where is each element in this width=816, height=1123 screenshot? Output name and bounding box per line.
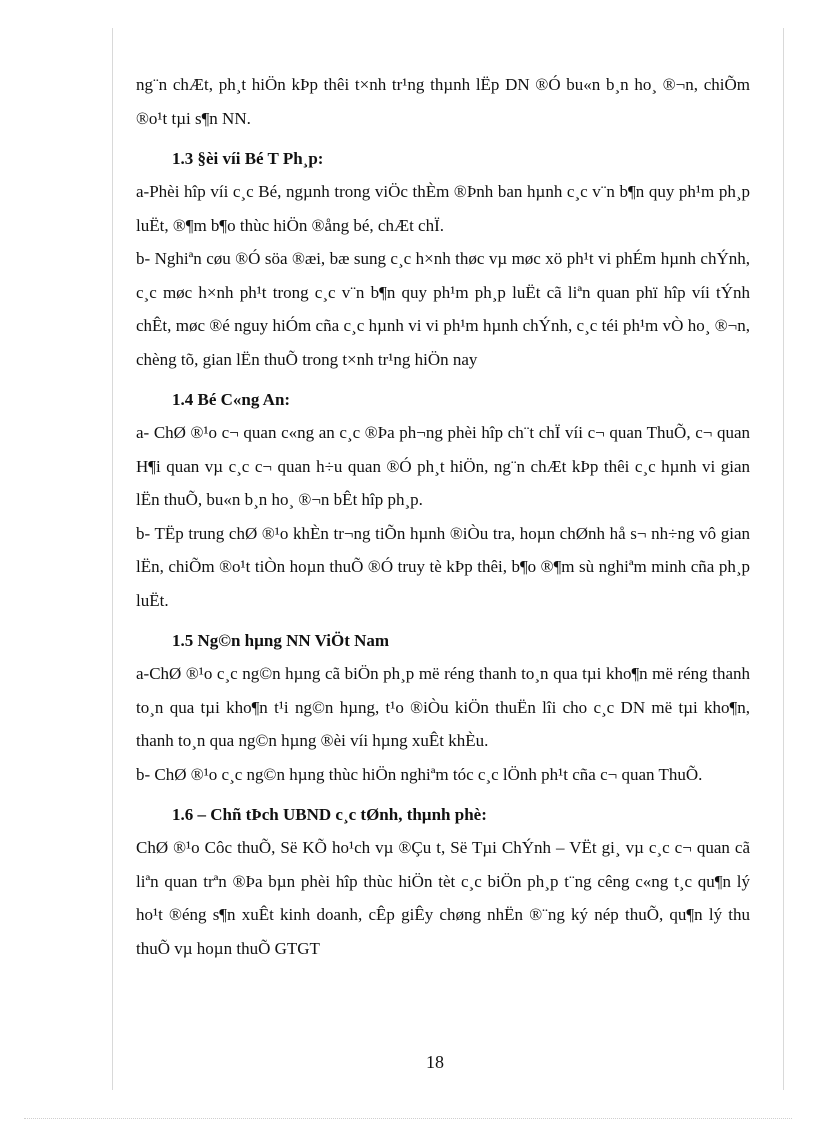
intro-paragraph: ng¨n chÆt, ph¸t hiÖn kÞp thêi t×nh tr¹ng thµnh lËp DN ®Ó bu«n b¸n ho¸ ®¬n, chiÕm ®o¹t tµi s¶n NN.: [136, 75, 750, 128]
section-heading: 1.6 – Chñ tÞch UBND c¸c tØnh, thµnh phè:: [172, 805, 487, 824]
section-item: a-Phèi hîp víi c¸c Bé, ngµnh trong viÖc thÈm ®Þnh ban hµnh c¸c v¨n b¶n quy ph¹m ph¸p luËt, ®¶m b¶o thùc hiÖn ®ång bé, chÆt chÏ.: [136, 182, 750, 235]
section-bo-tu-phap: [136, 143, 750, 376]
section-heading: 1.5 Ng©n hµng NN ViÖt Nam: [172, 631, 390, 650]
section-ngan-hang: [136, 625, 750, 791]
section-bo-cong-an: [136, 384, 750, 617]
section-item: a- ChØ ®¹o c¬ quan c«ng an c¸c ®Þa ph¬ng phèi hîp ch¨t chÏ víi c¬ quan ThuÕ, c¬ quan H¶i quan vµ c¸c c¬ quan h÷u quan ®Ó ph¸t hiÖn, ng¨n chÆt kÞp thêi c¸c hµnh vi gian lËn thuÕ, bu«n b¸n ho¸ ®¬n bÊt hîp ph¸p.: [136, 423, 750, 509]
section-item: ChØ ®¹o Côc thuÕ, Së KÕ ho¹ch vµ ®Çu t, Së Tµi ChÝnh – VËt gi¸ vµ c¸c c¬ quan cã liªn quan trªn ®Þa bµn phèi hîp thùc hiÖn tèt c¸c biÖn ph¸p t¨ng cêng c«ng t¸c qu¶n lý ho¹t ®éng s¶n xuÊt kinh doanh, cÊp giÊy chøng nhËn ®¨ng ký nép thuÕ, qu¶n lý thu thuÕ vµ hoµn thuÕ GTGT: [136, 838, 750, 958]
section-item: b- TËp trung chØ ®¹o khÈn tr¬ng tiÕn hµnh ®iÒu tra, hoµn chØnh hå s¬ nh÷ng vô gian lËn, chiÕm ®o¹t tiÒn hoµn thuÕ ®Ó truy tè kÞp thêi, b¶o ®¶m sù nghiªm minh cña ph¸p luËt.: [136, 523, 750, 610]
section-heading: 1.4 Bé C«ng An:: [172, 390, 291, 409]
section-ubnd: [136, 799, 750, 965]
section-item: b- Nghiªn cøu ®Ó söa ®æi, bæ sung c¸c h×nh thøc vµ møc xö ph¹t vi phÉm hµnh chÝnh, c¸c møc h×nh ph¹t trong c¸c v¨n b¶n quy ph¹m ph¸p luËt cã liªn quan phï hîp víi tÝnh chÊt, møc ®é nguy hiÓm cña c¸c hµnh vi vi ph¹m hµnh chÝnh, c¸c téi ph¹m vÒ ho¸ ®¬n, chèng tõ, gian lËn thuÕ trong t×nh tr¹ng hiÖn nay: [136, 249, 750, 369]
page-number: 18: [426, 1052, 444, 1072]
section-heading: 1.3 §èi víi Bé T Ph¸p:: [172, 149, 324, 168]
section-item: a-ChØ ®¹o c¸c ng©n hµng cã biÖn ph¸p më réng thanh to¸n qua tµi kho¶n më réng thanh to¸n qua tµi kho¶n t¹i ng©n hµng, t¹o ®iÒu kiÖn thuËn lîi cho c¸c DN më tµi kho¶n, thanh to¸n qua ng©n hµng ®èi víi hµng xuÊt khÈu.: [136, 664, 750, 750]
page-bottom-divider: [24, 1118, 792, 1119]
document-body: [136, 68, 750, 965]
section-item: b- ChØ ®¹o c¸c ng©n hµng thùc hiÖn nghiªm tóc c¸c lÖnh ph¹t cña c¬ quan ThuÕ.: [136, 764, 703, 784]
